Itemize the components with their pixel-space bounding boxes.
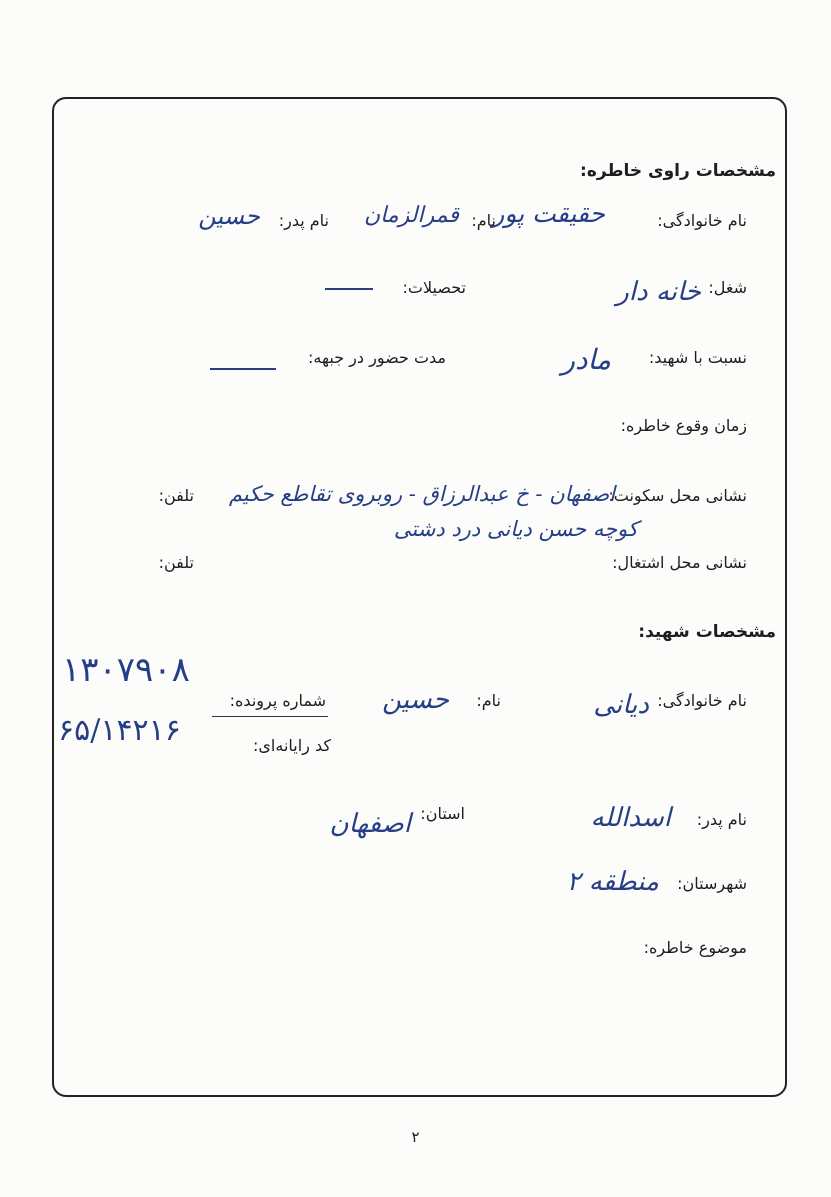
narrator-first-name-value: قمرالزمان [364,203,459,228]
martyr-last-name-value: دیانی [593,690,649,720]
narrator-time-label: زمان وقوع خاطره: [620,416,747,435]
narrator-last-name-value: حقیقت پور [492,199,605,228]
martyr-last-name-label: نام خانوادگی: [657,691,747,710]
file-number-underline [212,716,328,717]
narrator-phone-label: تلفن: [158,486,194,505]
narrator-address-value-2: کوچه حسن دیانی درد دشتی [393,517,638,541]
martyr-computer-code-value: ۶۵/۱۴۲۱۶ [58,713,181,748]
martyr-father-label: نام پدر: [696,810,747,829]
education-dash [325,288,373,290]
narrator-relation-label: نسبت با شهید: [648,348,747,367]
martyr-computer-code-label: کد رایانه‌ای: [253,736,331,755]
narrator-relation-value: مادر [561,343,611,376]
martyr-father-value: اسدالله [590,803,671,833]
martyr-province-label: استان: [420,804,465,823]
narrator-first-name-label: نام: [471,211,496,230]
narrator-work-address-label: نشانی محل اشتغال: [612,553,747,572]
martyr-first-name-value: حسین [382,685,449,715]
narrator-education-label: تحصیلات: [402,278,466,297]
narrator-last-name-label: نام خانوادگی: [657,211,747,230]
narrator-job-value: خانه دار [616,277,701,307]
martyr-province-value: اصفهان [329,809,411,839]
narrator-father-value: حسین [198,202,260,230]
martyr-memory-topic-label: موضوع خاطره: [643,938,747,957]
martyr-heading: مشخصات شهید: [638,622,776,642]
martyr-city-label: شهرستان: [677,874,747,893]
martyr-file-number-value: ۱۳۰۷۹۰۸ [62,650,190,690]
page-number: ۲ [411,1128,420,1146]
narrator-front-duration-label: مدت حضور در جبهه: [308,348,446,367]
front-duration-dash [210,368,276,370]
narrator-address-label: نشانی محل سکونت: [608,486,747,505]
narrator-work-phone-label: تلفن: [158,553,194,572]
narrator-father-label: نام پدر: [278,211,329,230]
martyr-file-number-label: شماره پرونده: [229,691,326,710]
narrator-heading: مشخصات راوی خاطره: [580,161,776,181]
martyr-first-name-label: نام: [476,691,501,710]
martyr-city-value: منطقه ۲ [566,867,659,897]
narrator-job-label: شغل: [708,278,747,297]
narrator-address-value-1: اصفهان - خ عبدالرزاق - روبروی تقاطع حکیم [228,482,615,506]
